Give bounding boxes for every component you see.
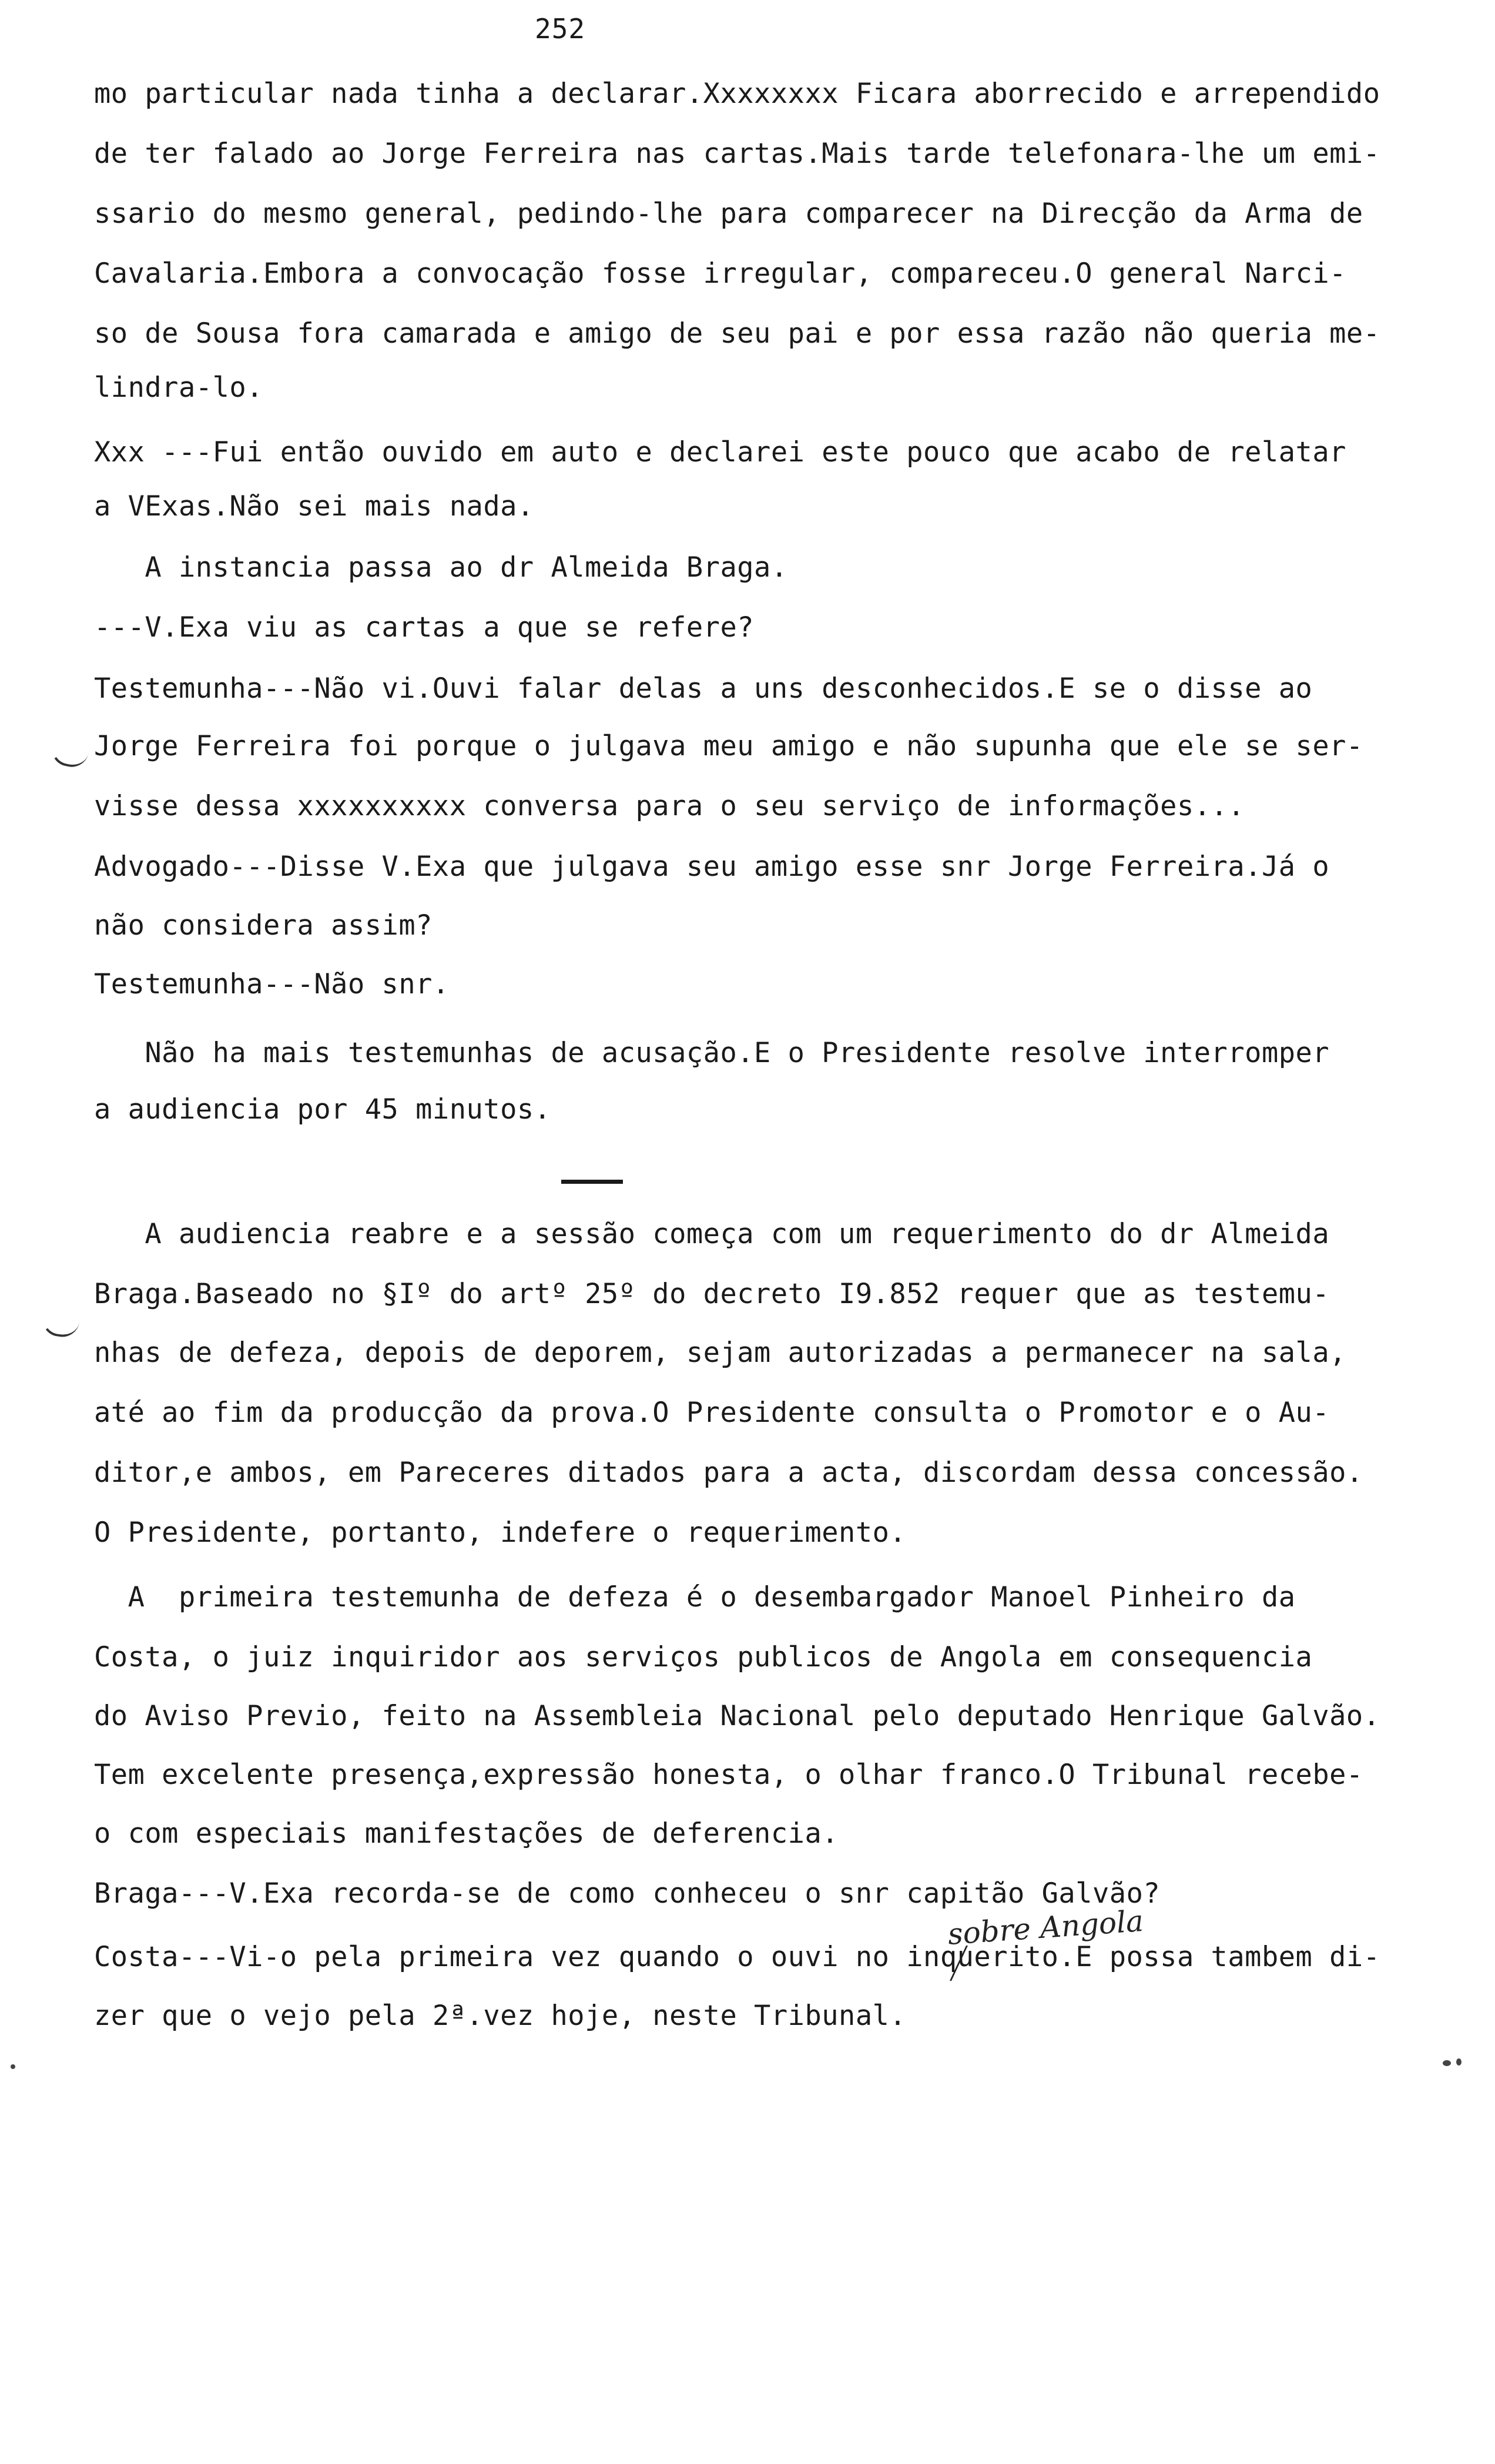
text-line: A audiencia reabre e a sessão começa com um requerimento do dr Almeida bbox=[94, 1218, 1330, 1250]
text-line: do Aviso Previo, feito na Assembleia Nacional pelo deputado Henrique Galvão. bbox=[94, 1700, 1380, 1732]
text-line: até ao fim da producção da prova.O Presidente consulta o Promotor e o Au- bbox=[94, 1397, 1330, 1429]
text-line: não considera assim? bbox=[94, 909, 433, 942]
margin-mark bbox=[48, 743, 89, 771]
text-line: Tem excelente presença,expressão honesta, o olhar franco.O Tribunal recebe- bbox=[94, 1759, 1363, 1791]
text-line: visse dessa xxxxxxxxxx conversa para o seu serviço de informações... bbox=[94, 790, 1245, 822]
text-line: Braga---V.Exa recorda-se de como conheceu o snr capitão Galvão? bbox=[94, 1877, 1161, 1910]
text-line: Costa---Vi-o pela primeira vez quando o ouvi no inquerito.E possa tambem di- bbox=[94, 1941, 1380, 1973]
page-number: 252 bbox=[535, 13, 586, 45]
text-line: A primeira testemunha de defeza é o desembargador Manoel Pinheiro da bbox=[94, 1581, 1296, 1613]
text-line: a audiencia por 45 minutos. bbox=[94, 1093, 551, 1126]
text-line: so de Sousa fora camarada e amigo de seu pai e por essa razão não queria me- bbox=[94, 317, 1380, 350]
text-line: mo particular nada tinha a declarar.Xxxxxxxx Ficara aborrecido e arrependido bbox=[94, 78, 1380, 110]
text-line: A instancia passa ao dr Almeida Braga. bbox=[94, 551, 788, 584]
scan-speck bbox=[1456, 2058, 1462, 2065]
text-line: lindra-lo. bbox=[94, 371, 263, 404]
text-line: ---V.Exa viu as cartas a que se refere? bbox=[94, 611, 755, 644]
text-line: Não ha mais testemunhas de acusação.E o Presidente resolve interromper bbox=[94, 1037, 1330, 1069]
section-divider bbox=[561, 1180, 623, 1184]
text-line: Xxx ---Fui então ouvido em auto e declarei este pouco que acabo de relatar bbox=[94, 436, 1346, 468]
text-line: nhas de defeza, depois de deporem, sejam autorizadas a permanecer na sala, bbox=[94, 1337, 1346, 1369]
text-line: Advogado---Disse V.Exa que julgava seu amigo esse snr Jorge Ferreira.Já o bbox=[94, 851, 1330, 883]
text-line: a VExas.Não sei mais nada. bbox=[94, 490, 534, 523]
text-line: ditor,e ambos, em Pareceres ditados para a acta, discordam dessa concessão. bbox=[94, 1457, 1363, 1489]
text-line: O Presidente, portanto, indefere o requerimento. bbox=[94, 1516, 907, 1549]
text-line: Costa, o juiz inquiridor aos serviços publicos de Angola em consequencia bbox=[94, 1641, 1313, 1673]
text-line: Jorge Ferreira foi porque o julgava meu amigo e não supunha que ele se ser- bbox=[94, 730, 1363, 762]
scan-speck bbox=[11, 2064, 15, 2069]
scan-speck bbox=[1443, 2060, 1451, 2066]
text-line: Cavalaria.Embora a convocação fosse irregular, compareceu.O general Narci- bbox=[94, 257, 1346, 290]
margin-mark bbox=[40, 1314, 80, 1340]
text-line: de ter falado ao Jorge Ferreira nas cartas.Mais tarde telefonara-lhe um emi- bbox=[94, 138, 1380, 170]
text-line: Braga.Baseado no §Iº do artº 25º do decreto I9.852 requer que as testemu- bbox=[94, 1278, 1330, 1310]
text-line: ssario do mesmo general, pedindo-lhe para comparecer na Direcção da Arma de bbox=[94, 197, 1363, 230]
text-line: zer que o vejo pela 2ª.vez hoje, neste Tribunal. bbox=[94, 2000, 907, 2032]
text-line: o com especiais manifestações de deferencia. bbox=[94, 1817, 839, 1850]
text-line: Testemunha---Não snr. bbox=[94, 968, 450, 1000]
text-line: Testemunha---Não vi.Ouvi falar delas a uns desconhecidos.E se o disse ao bbox=[94, 672, 1313, 705]
handwritten-annotation: sobre Angola bbox=[946, 1903, 1145, 1951]
